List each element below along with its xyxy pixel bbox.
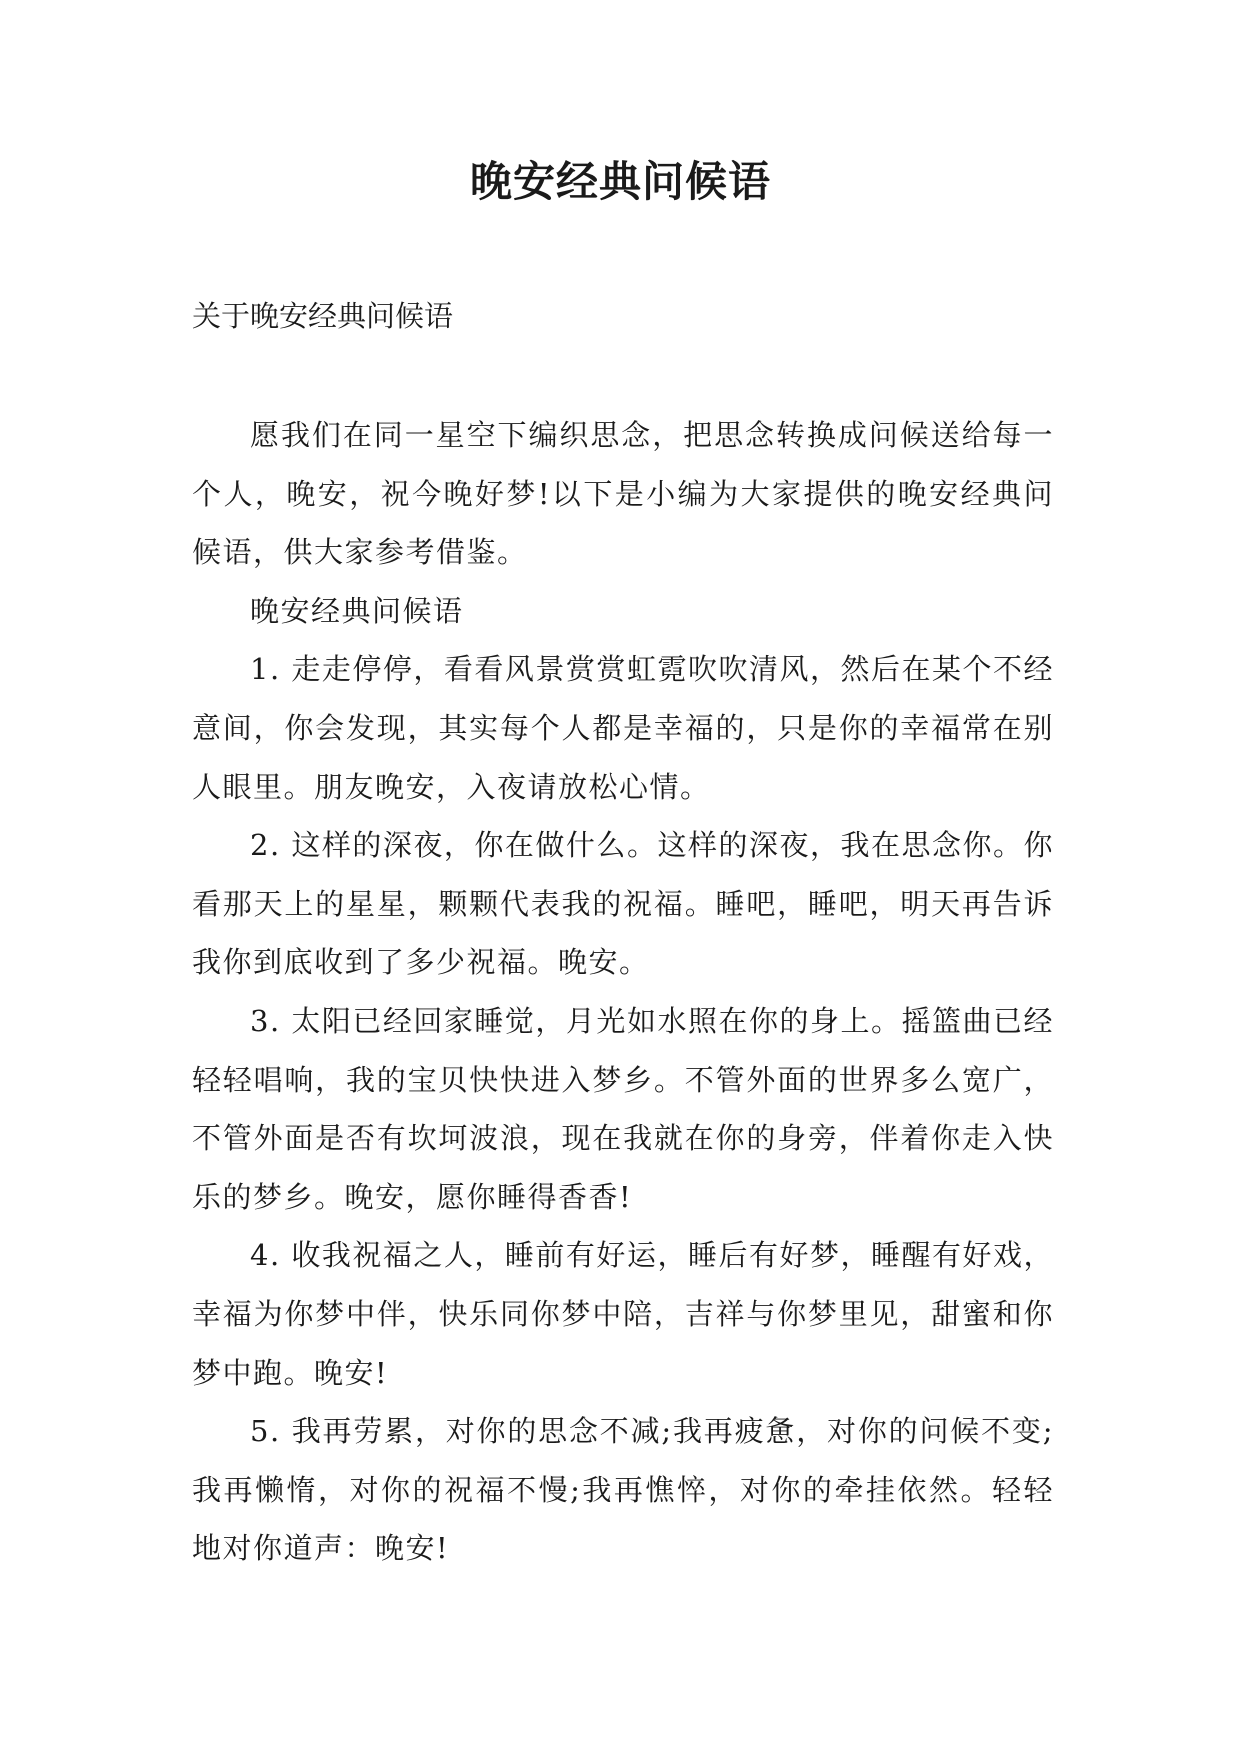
- document-title: 晚安经典问候语: [469, 157, 771, 206]
- section-heading: 晚安经典问候语: [250, 593, 464, 628]
- greeting-item-2: 2. 这样的深夜，你在做什么。这样的深夜，我在思念你。你看那天上的星星，颗颗代表我的祝福。睡吧，睡吧，明天再告诉我你到底收到了多少祝福。晚安。: [192, 828, 1054, 980]
- document-body: [192, 406, 1054, 1578]
- greeting-item-5: 5. 我再劳累，对你的思念不减;我再疲惫，对你的问候不变;我再懒惰，对你的祝福不慢;我再憔悴，对你的牵挂依然。轻轻地对你道声：晚安!: [192, 1414, 1054, 1566]
- greeting-item-1: 1. 走走停停，看看风景赏赏虹霓吹吹清风，然后在某个不经意间，你会发现，其实每个人都是幸福的，只是你的幸福常在别人眼里。朋友晚安，入夜请放松心情。: [192, 652, 1054, 804]
- document-subtitle: 关于晚安经典问候语: [192, 299, 454, 333]
- intro-paragraph: 愿我们在同一星空下编织思念，把思念转换成问候送给每一个人，晚安，祝今晚好梦!以下是小编为大家提供的晚安经典问候语，供大家参考借鉴。: [192, 418, 1054, 570]
- greeting-item-3: 3. 太阳已经回家睡觉，月光如水照在你的身上。摇篮曲已经轻轻唱响，我的宝贝快快进入梦乡。不管外面的世界多么宽广，不管外面是否有坎坷波浪，现在我就在你的身旁，伴着你走入快乐的梦乡。晚安，愿你睡得香香!: [192, 1003, 1054, 1214]
- greeting-item-4: 4. 收我祝福之人，睡前有好运，睡后有好梦，睡醒有好戏，幸福为你梦中伴，快乐同你梦中陪，吉祥与你梦里见，甜蜜和你梦中跑。晚安!: [192, 1238, 1054, 1390]
